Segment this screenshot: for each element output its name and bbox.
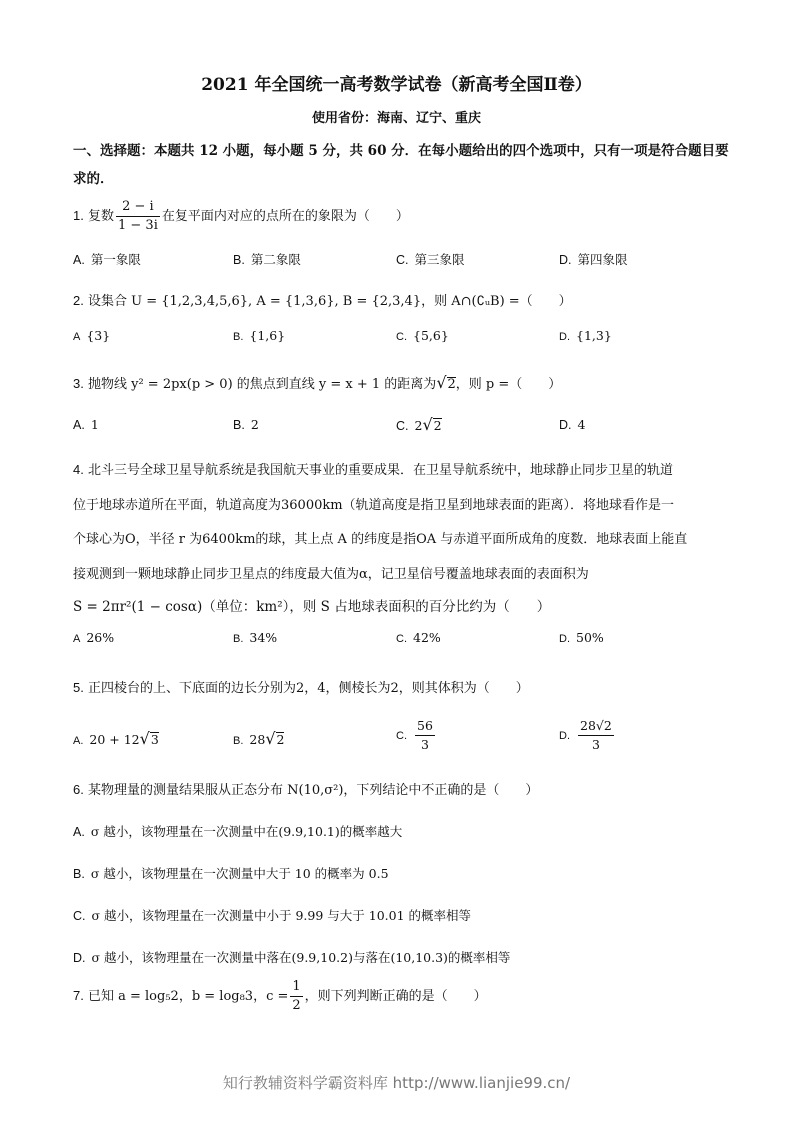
- option-text: 第二象限: [250, 252, 301, 267]
- option-text: 2: [250, 417, 259, 432]
- question-number: 6.: [73, 782, 84, 797]
- option-label: A.: [73, 418, 85, 432]
- option-label: A: [73, 331, 81, 343]
- exam-title: 2021 年全国统一高考数学试卷（新高考全国Ⅱ卷）: [201, 75, 592, 95]
- option-b: [233, 630, 277, 645]
- option-label: D.: [559, 418, 572, 432]
- option-label: B.: [233, 331, 244, 343]
- option-text: 34%: [249, 630, 278, 645]
- option-text: 2: [414, 418, 423, 433]
- fraction-denominator: 2: [292, 998, 301, 1013]
- fraction-denominator: 3: [591, 737, 600, 752]
- question-number: 7.: [73, 988, 84, 1003]
- question-text: ，则下列判断正确的是（ ）: [304, 989, 487, 1004]
- question-text: 正四棱台的上、下底面的边长分别为2，4，侧棱长为2，则其体积为（ ）: [87, 681, 529, 696]
- question-text: 复数: [87, 209, 114, 224]
- question-number: 1.: [73, 208, 84, 223]
- option-label: B.: [233, 735, 244, 747]
- option-text: 1: [90, 417, 99, 432]
- fraction-denominator: 1 − 3i: [118, 218, 158, 233]
- option-label: C.: [396, 633, 407, 645]
- question-text: 某物理量的测量结果服从正态分布 N(10,σ²)，下列结论中不正确的是（ ）: [87, 783, 539, 798]
- option-label: C.: [73, 909, 86, 923]
- option-a: [73, 822, 402, 840]
- option-a: [73, 417, 99, 432]
- question-text: 北斗三号全球卫星导航系统是我国航天事业的重要成果．在卫星导航系统中，地球静止同步卫星的轨道: [87, 463, 673, 478]
- sqrt-sign-icon: √: [139, 729, 150, 748]
- option-c: [396, 717, 437, 754]
- option-label: D.: [559, 253, 572, 267]
- fraction-numerator: 1: [290, 978, 302, 997]
- question-2: [73, 290, 572, 309]
- option-d: [559, 417, 585, 432]
- option-d: [559, 717, 616, 754]
- option-text: {3}: [86, 328, 111, 343]
- question-number: 3.: [73, 376, 84, 391]
- question-6: [73, 779, 538, 798]
- question-number: 5.: [73, 680, 84, 695]
- fraction-numerator: 2 − i: [116, 198, 160, 217]
- option-text: σ 越小，该物理量在一次测量中大于 10 的概率为 0.5: [90, 866, 389, 881]
- option-label: B.: [233, 418, 245, 432]
- question-text: ，则 p =（ ）: [455, 377, 562, 392]
- option-label: D.: [559, 331, 570, 343]
- option-label: D.: [559, 730, 570, 742]
- option-text: σ 越小，该物理量在一次测量中落在(9.9,10.2)与落在(10,10.3)的概率相等: [91, 950, 511, 965]
- option-text: 26%: [86, 630, 115, 645]
- question-text-line: 个球心为O，半径 r 为6400km的球，其上点 A 的纬度是指OA 与赤道平面所成角的度数．地球表面上能直: [73, 532, 688, 547]
- option-label: C.: [396, 331, 407, 343]
- option-d: [559, 328, 612, 343]
- option-c: [396, 250, 465, 268]
- option-text: 42%: [413, 630, 441, 645]
- option-b: [233, 250, 301, 268]
- fraction: [415, 717, 435, 754]
- option-a: [73, 630, 114, 645]
- option-text: 第四象限: [577, 252, 628, 267]
- exam-subtitle: 使用省份：海南、辽宁、重庆: [311, 111, 481, 126]
- section-instruction: 一、选择题：本题共 12 小题，每小题 5 分，共 60 分．在每小题给出的四个选项中，只有一项是符合题目要求的．: [73, 143, 729, 187]
- question-7: [73, 978, 487, 1015]
- option-b: [233, 328, 285, 343]
- question-number: 2.: [73, 293, 84, 308]
- option-text: 第三象限: [414, 252, 465, 267]
- question-text: 已知 a = log₅2，b = log₈3，c =: [87, 989, 289, 1004]
- fraction-denominator: 3: [420, 737, 429, 752]
- question-text-line: S = 2πr²(1 − cosα)（单位：km²），则 S 占地球表面积的百分比约为（ ）: [73, 599, 551, 615]
- option-c: [396, 328, 449, 343]
- option-c: [73, 906, 471, 924]
- sqrt-radicand: 2: [433, 418, 442, 433]
- option-d: [559, 630, 604, 645]
- option-d: [73, 948, 510, 966]
- question-text-line: 位于地球赤道所在平面，轨道高度为36000km（轨道高度是指卫星到地球表面的距离）．将地球看作是一: [73, 498, 675, 513]
- option-label: B.: [233, 253, 245, 267]
- fraction: [578, 717, 614, 754]
- option-b: [233, 417, 259, 432]
- question-text: 在复平面内对应的点所在的象限为（ ）: [161, 209, 409, 224]
- option-label: B.: [73, 867, 85, 881]
- option-b: [233, 729, 284, 748]
- question-5: [73, 677, 529, 696]
- option-a: [73, 328, 110, 343]
- sqrt-sign-icon: √: [422, 415, 433, 434]
- option-d: [559, 250, 628, 268]
- option-text: σ 越小，该物理量在一次测量中小于 9.99 与大于 10.01 的概率相等: [91, 908, 472, 923]
- option-label: C.: [396, 730, 407, 742]
- option-label: A.: [73, 825, 85, 839]
- option-text: 第一象限: [90, 252, 141, 267]
- option-label: C.: [396, 253, 409, 267]
- question-3: [73, 373, 561, 392]
- fraction: [290, 978, 302, 1015]
- question-text-line: 接观测到一颗地球静止同步卫星点的纬度最大值为α，记卫星信号覆盖地球表面的表面积为: [73, 567, 589, 582]
- option-text: 28: [249, 732, 266, 747]
- sqrt-sign-icon: √: [265, 729, 276, 748]
- option-a: [73, 729, 159, 748]
- sqrt-radicand: 3: [150, 732, 159, 747]
- fraction-numerator: 28√2: [578, 717, 614, 736]
- option-text: {1,3}: [576, 328, 612, 343]
- option-label: D.: [559, 633, 570, 645]
- option-text: 4: [577, 417, 586, 432]
- option-b: [73, 864, 389, 882]
- option-label: C.: [396, 419, 409, 433]
- fraction: [116, 198, 160, 235]
- question-text: 抛物线 y² = 2px(p > 0) 的焦点到直线 y = x + 1 的距离为: [87, 377, 437, 392]
- sqrt-sign-icon: √: [436, 373, 447, 392]
- option-label: A.: [73, 735, 84, 747]
- question-4: [73, 459, 673, 478]
- option-c: [396, 415, 442, 434]
- question-1: [73, 198, 409, 235]
- option-c: [396, 630, 441, 645]
- option-text: 20 + 12: [89, 732, 140, 747]
- fraction-numerator: 56: [415, 717, 435, 736]
- option-text: 50%: [576, 630, 604, 645]
- option-text: σ 越小，该物理量在一次测量中在(9.9,10.1)的概率越大: [90, 824, 403, 839]
- option-text: {5,6}: [413, 328, 449, 343]
- question-text: 设集合 U = {1,2,3,4,5,6}, A = {1,3,6}, B = {2,3,4}，则 A∩(∁ᵤB) =（ ）: [87, 294, 572, 309]
- sqrt-radicand: 2: [447, 377, 456, 392]
- option-text: {1,6}: [249, 328, 286, 343]
- footer-watermark: 知行教辅资料学霸资料库 http://www.lianjie99.cn/: [222, 1074, 571, 1092]
- sqrt-radicand: 2: [276, 732, 285, 747]
- option-label: B.: [233, 633, 244, 645]
- option-label: A.: [73, 253, 85, 267]
- option-label: A: [73, 633, 81, 645]
- question-number: 4.: [73, 462, 84, 477]
- option-a: [73, 250, 141, 268]
- option-label: D.: [73, 951, 86, 965]
